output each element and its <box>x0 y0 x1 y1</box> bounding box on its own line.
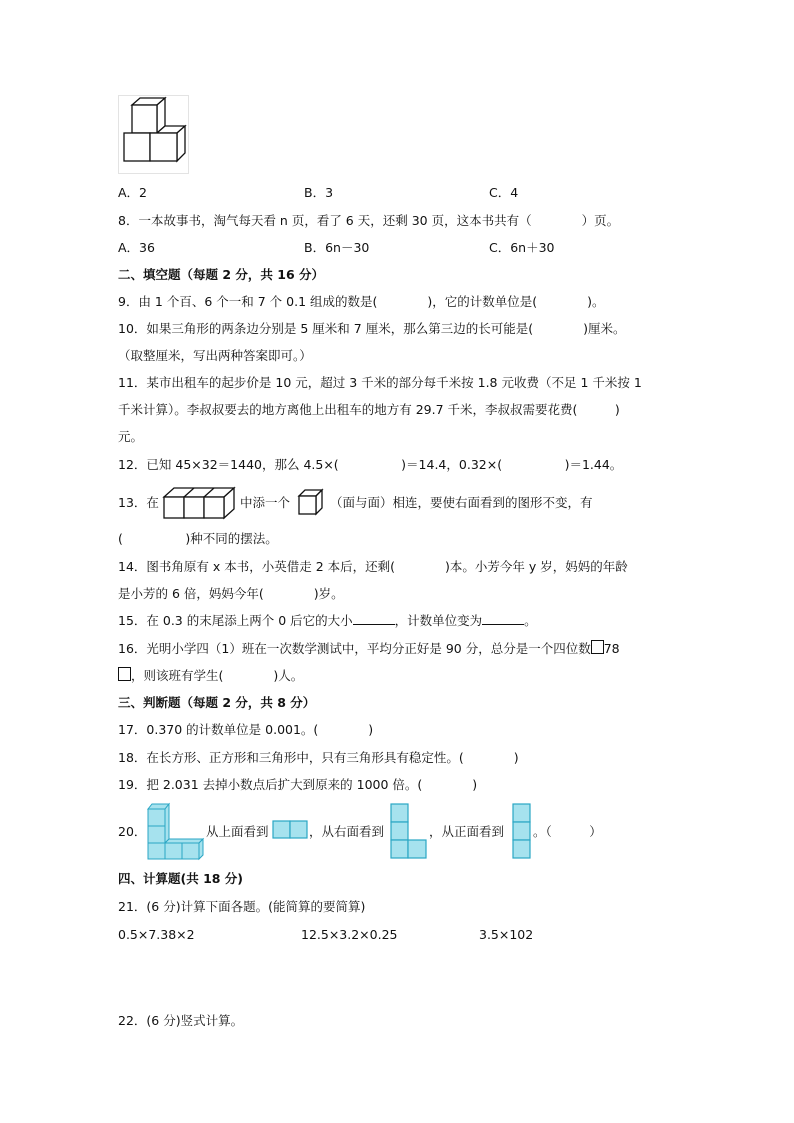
q10-line1: 10．如果三角形的两条边分别是 5 厘米和 7 厘米，那么第三边的长可能是( )厘米。 <box>118 321 626 336</box>
q22-title: 22．(6 分)竖式计算。 <box>118 1013 244 1028</box>
q21-expr-2: 12.5×3.2×0.25 <box>301 927 398 942</box>
q13-suffix: （面与面）相连，要使右面看到的图形不变，有 <box>330 495 593 510</box>
section4-title: 四、计算题(共 18 分) <box>118 871 244 886</box>
q15-blank-2 <box>482 612 524 625</box>
q21-title: 21．(6 分)计算下面各题。(能简算的要简算) <box>118 899 366 914</box>
q7-option-a: A．2 <box>118 185 148 200</box>
q16-part-b: 78 <box>603 641 620 656</box>
q15-blank-1 <box>353 612 395 625</box>
q7-cube-figure <box>118 95 190 175</box>
q11-line3: 元。 <box>118 429 144 444</box>
q16-box-2 <box>118 667 131 681</box>
q10-line2: （取整厘米，写出两种答案即可。） <box>118 348 312 363</box>
q16-line2 <box>118 667 303 685</box>
q8-text: 8．一本故事书，淘气每天看 n 页，看了 6 天，还剩 30 页，这本书共有（ ）页。 <box>118 213 620 228</box>
q20-top-view <box>272 820 308 840</box>
q13-line2: ( )种不同的摆法。 <box>118 531 278 546</box>
q21-expr-1: 0.5×7.38×2 <box>118 927 195 942</box>
q15-part-a: 15．在 0.3 的末尾添上两个 0 后它的大小 <box>118 613 353 628</box>
q9-text: 9．由 1 个百、6 个一和 7 个 0.1 组成的数是( )，它的计数单位是( )。 <box>118 294 605 309</box>
q20-part-a: 从上面看到 <box>206 824 269 839</box>
q12-text: 12．已知 45×32＝1440，那么 4.5×( )＝14.4，0.32×( )＝1.44。 <box>118 457 623 472</box>
q13-three-cube-figure <box>162 486 240 520</box>
q16-line1 <box>118 640 620 658</box>
q13-middle: 中添一个 <box>240 495 291 510</box>
q11-line2: 千米计算）。李叔叔要去的地方离他上出租车的地方有 29.7 千米，李叔叔需要花费( ) <box>118 402 620 417</box>
q19-text: 19．把 2.031 去掉小数点后扩大到原来的 1000 倍。( ) <box>118 777 478 792</box>
q20-solid-figure <box>145 801 205 861</box>
q20-part-c: ，从正面看到 <box>429 824 505 839</box>
q20-number: 20． <box>118 824 147 839</box>
q11-line1: 11．某市出租车的起步价是 10 元，超过 3 千米的部分每千米按 1.8 元收费（不足 1 千米按 1 <box>118 375 642 390</box>
q15-part-c: 。 <box>524 613 537 628</box>
q16-part-c: ，则该班有学生( )人。 <box>131 668 304 683</box>
q7-option-c: C．4 <box>489 185 519 200</box>
q21-expr-3: 3.5×102 <box>479 927 534 942</box>
q20-front-view <box>512 803 532 859</box>
q8-option-a: A．36 <box>118 240 155 255</box>
section3-title: 三、判断题（每题 2 分，共 8 分） <box>118 695 316 710</box>
q16-box-1 <box>591 640 604 654</box>
q17-text: 17．0.370 的计数单位是 0.001。( ) <box>118 722 374 737</box>
q18-text: 18．在长方形、正方形和三角形中，只有三角形具有稳定性。( ) <box>118 750 519 765</box>
q8-option-c: C．6n＋30 <box>489 240 555 255</box>
q13-line1 <box>118 494 159 512</box>
q15-text <box>118 612 537 630</box>
q13-prefix: 13．在 <box>118 495 159 510</box>
q13-single-cube-icon <box>297 488 325 516</box>
q14-line1: 14．图书角原有 x 本书，小英借走 2 本后，还剩( )本。小芳今年 y 岁，妈妈的年龄 <box>118 559 628 574</box>
q20-part-b: ，从右面看到 <box>309 824 385 839</box>
q16-part-a: 16．光明小学四（1）班在一次数学测试中，平均分正好是 90 分，总分是一个四位数 <box>118 641 591 656</box>
section2-title: 二、填空题（每题 2 分，共 16 分） <box>118 267 325 282</box>
q8-option-b: B．6n－30 <box>304 240 370 255</box>
q15-part-b: ，计数单位变为 <box>394 613 483 628</box>
q20-right-view <box>390 803 428 859</box>
q20-part-d: 。（ ） <box>533 824 602 839</box>
q14-line2: 是小芳的 6 倍，妈妈今年( )岁。 <box>118 586 344 601</box>
q7-option-b: B．3 <box>304 185 334 200</box>
